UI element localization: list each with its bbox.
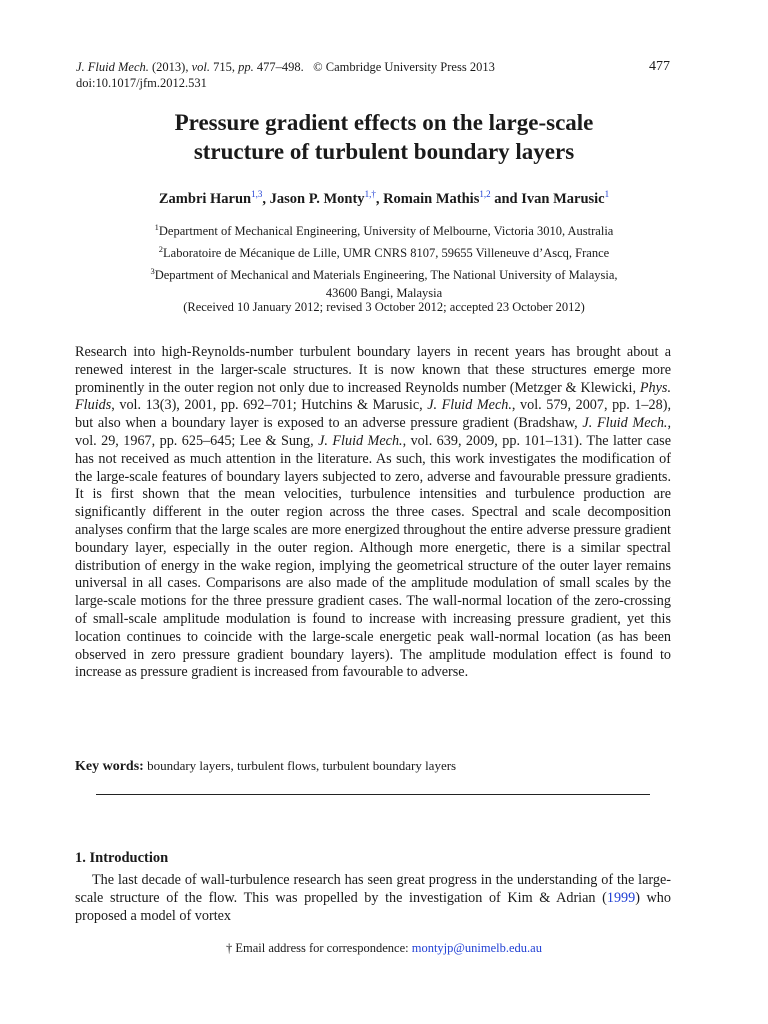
journal-header	[76, 59, 676, 91]
author-affil-link[interactable]: 1	[604, 189, 610, 199]
affiliations	[60, 218, 708, 302]
affiliation-text: Laboratoire de Mécanique de Lille, UMR CNRS 8107, 59655 Villeneuve d’Ascq, France	[163, 246, 610, 261]
affiliation-item	[60, 262, 708, 302]
journal-ref: Phys. Fluids	[75, 379, 671, 414]
volume-label: vol.	[191, 60, 210, 74]
intro-text: ) who proposed a model of vortex	[75, 889, 671, 924]
author-list	[40, 189, 728, 208]
received-dates: (Received 10 January 2012; revised 3 October 2012; accepted 23 October 2012)	[183, 300, 585, 314]
journal-ref: J. Fluid Mech.	[318, 432, 403, 449]
affiliation-text-continued: 43600 Bangi, Malaysia	[325, 286, 443, 301]
author-name: Jason P. Monty	[269, 190, 365, 207]
author-name: Romain Mathis	[383, 190, 480, 207]
journal-name: J. Fluid Mech.	[76, 60, 149, 74]
author-separator: ,	[375, 190, 384, 207]
abstract	[75, 344, 671, 682]
divider	[96, 794, 650, 795]
abstract-text: , vol. 639, 2009, pp. 101–131). The latter case has not received as much attention in the literature. As such, this work investigates the modification of the large-scale features of boundary layers subjected to zero, adverse and favourable pressure gradients. It is first shown that the mean velocities, turbulence intensities and turbulence production are significantly different in the outer region across the three cases. Spectral and scale decomposition analyses confirm that the large scales are more energized throughout the entire adverse pressure gradient boundary layer, especially in the outer region. Although more energetic, there is a similar spectral distribution of energy in the wake region, implying the geometrical structure of the outer layer remains universal in all cases. Comparisons are also made of the amplitude modulation of small scales by the large-scale motions for the three pressure gradient cases. The wall-normal location of the zero-crossing of small-scale amplitude modulation is found to increase with increasing pressure gradient, yet this location continues to coincide with the large-scale energetic peak wall-normal location (as has been observed in zero pressure gradient boundary layers). The amplitude modulation effect is found to increase as pressure gradient is increased from favourable to adverse.	[75, 432, 671, 681]
footnote	[60, 941, 708, 956]
citation-link[interactable]: 1999	[606, 889, 636, 906]
doi: doi:10.1017/jfm.2012.531	[76, 76, 207, 90]
paper-title-line-2: structure of turbulent boundary layers	[193, 139, 575, 164]
journal-pages: 477–498.	[256, 60, 304, 74]
affiliation-number: 2	[158, 244, 164, 255]
abstract-text: Research into high-Reynolds-number turbulent boundary layers in recent years has brought about a renewed interest in the larger-scale structures. It is now known that these structures emerge more prominently in the outer region not only due to increased Reynolds number (Metzger & Klewicki,	[75, 344, 671, 396]
paper-title-line-1: Pressure gradient effects on the large-scale	[174, 110, 594, 135]
author-name: Zambri Harun	[158, 190, 252, 207]
affiliation-item	[60, 240, 708, 262]
introduction-paragraph	[75, 872, 671, 925]
intro-text: The last decade of wall-turbulence research has seen great progress in the understanding of the large-scale structure of the flow. This was propelled by the investigation of Kim & Adrian (	[75, 872, 671, 906]
journal-ref: J. Fluid Mech.	[427, 397, 512, 414]
abstract-text: , vol. 579, 2007, pp. 1–28), but also when a boundary layer is exposed to an adverse pressure gradient (Bradshaw,	[75, 397, 671, 432]
author-affil-link[interactable]: 1,†	[364, 189, 376, 199]
citation-line	[76, 59, 676, 75]
keywords-label: Key words:	[75, 759, 144, 774]
journal-year: (2013),	[152, 60, 189, 74]
keywords-text: boundary layers, turbulent flows, turbulent boundary layers	[143, 758, 457, 773]
affiliation-number: 3	[150, 266, 155, 277]
page-number: 477	[649, 59, 670, 74]
author-separator: ,	[262, 190, 270, 207]
author-name: Ivan Marusic	[521, 190, 605, 207]
paper-title	[60, 108, 708, 166]
affiliation-text: Department of Mechanical Engineering, University of Melbourne, Victoria 3010, Australia	[158, 224, 614, 239]
abstract-text: , vol. 29, 1967, pp. 625–645; Lee & Sung,	[75, 415, 672, 449]
affiliation-number: 1	[154, 222, 159, 232]
author-affil-link[interactable]: 1,2	[479, 189, 491, 199]
footnote-text: † Email address for correspondence:	[226, 941, 412, 955]
affiliation-text: Department of Mechanical and Materials Engineering, The National University of Malaysia,	[154, 268, 618, 283]
email-link[interactable]: montyjp@unimelb.edu.au	[411, 941, 542, 955]
abstract-text: , vol. 13(3), 2001, pp. 692–701; Hutchins & Marusic,	[111, 397, 428, 414]
author-separator: and	[490, 190, 522, 207]
journal-ref: J. Fluid Mech.	[582, 415, 668, 432]
journal-volume: 715,	[213, 60, 235, 74]
keywords	[75, 758, 671, 775]
section-heading: 1. Introduction	[75, 850, 169, 866]
affiliation-item	[60, 218, 708, 240]
author-affil-link[interactable]: 1,3	[251, 189, 263, 199]
copyright-notice: © Cambridge University Press 2013	[313, 60, 495, 74]
pages-label: pp.	[238, 60, 254, 74]
